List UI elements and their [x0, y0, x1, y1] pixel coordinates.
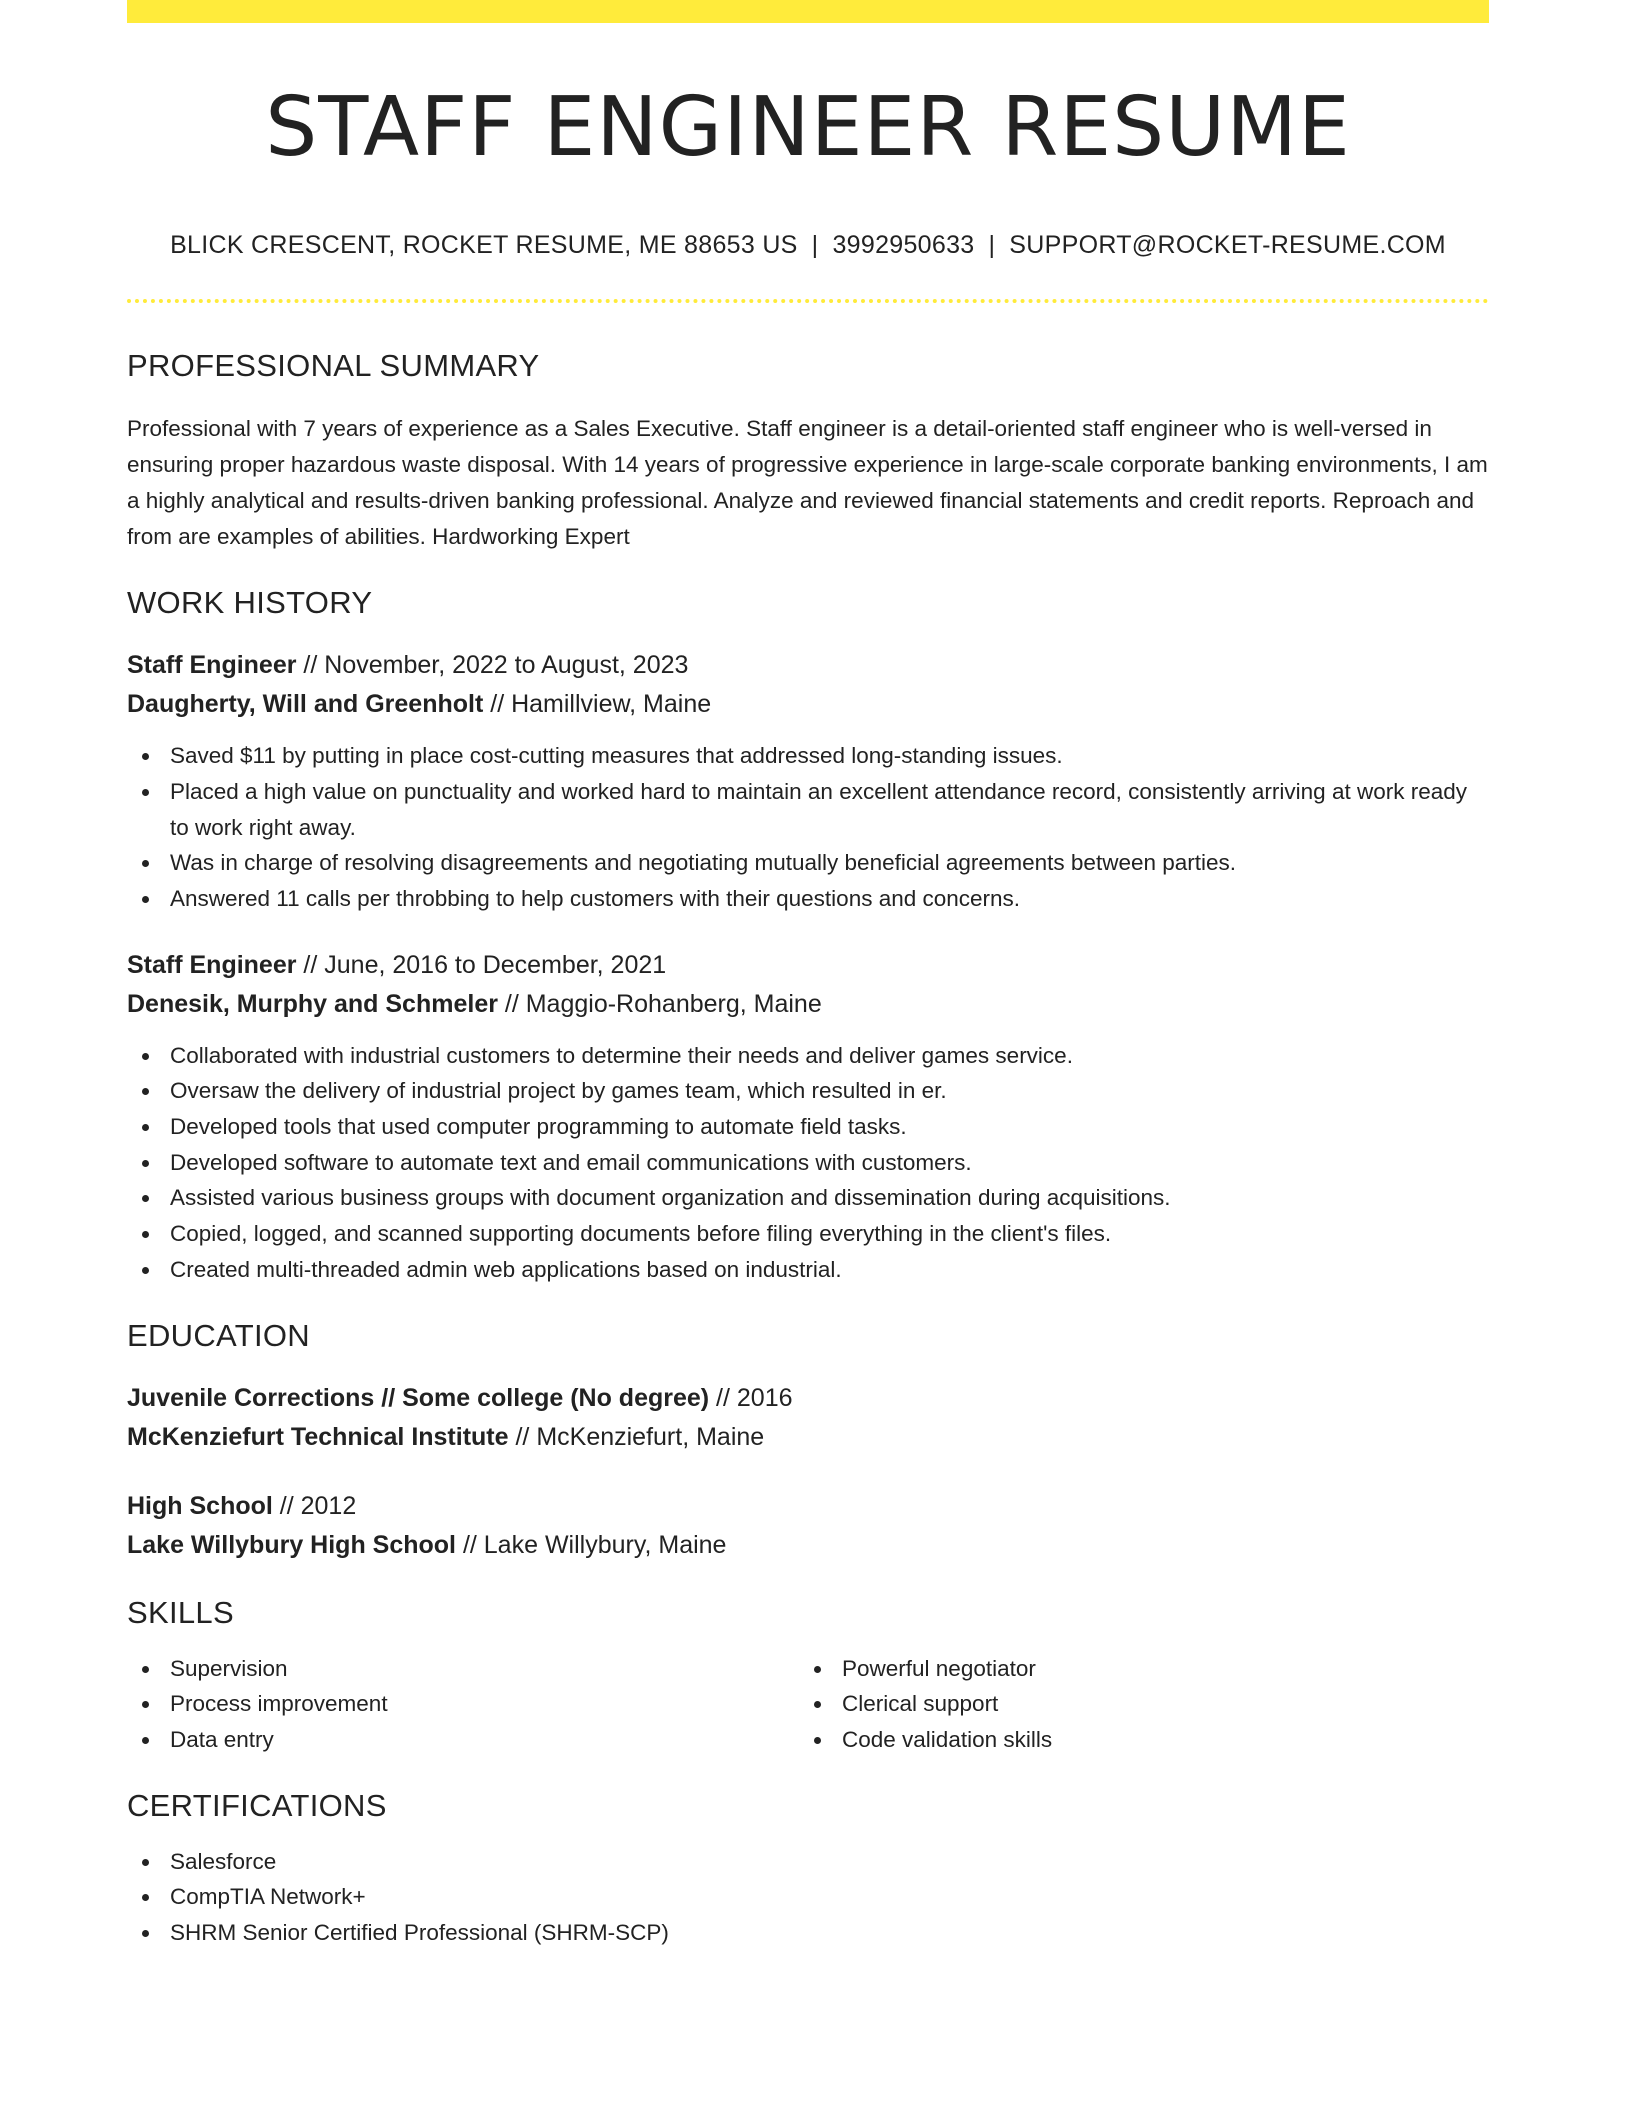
job-title-line	[127, 646, 1489, 685]
job-dates: // June, 2016 to December, 2021	[296, 950, 667, 979]
list-item: Supervision	[127, 1651, 799, 1687]
resume-page	[127, 0, 1489, 1951]
job-company-line	[127, 985, 1489, 1024]
job-company-line	[127, 685, 1489, 724]
job-company: Daugherty, Will and Greenholt	[127, 690, 484, 719]
dotted-divider	[127, 299, 1489, 303]
list-item: Placed a high value on punctuality and worked hard to maintain an excellent attendance record, consistently arriving at work ready to work right away.	[127, 774, 1489, 845]
job-bullets	[127, 738, 1489, 917]
work-history-heading: WORK HISTORY	[127, 585, 373, 621]
certifications-heading: CERTIFICATIONS	[127, 1787, 387, 1823]
school-line	[127, 1418, 1489, 1457]
skills-heading: SKILLS	[127, 1594, 234, 1630]
skills-list-right	[799, 1651, 1471, 1758]
education-heading: EDUCATION	[127, 1317, 310, 1353]
contact-phone: 3992950633	[832, 231, 975, 260]
job-title-line	[127, 946, 1489, 985]
list-item: Data entry	[127, 1722, 799, 1758]
job-entry	[127, 646, 1489, 917]
list-item: SHRM Senior Certified Professional (SHRM-SCP)	[127, 1915, 1489, 1951]
job-location: // Hamillview, Maine	[483, 690, 712, 719]
education-entry	[127, 1487, 1489, 1565]
list-item: Developed software to automate text and email communications with customers.	[127, 1145, 1489, 1181]
school-location: // Lake Willybury, Maine	[456, 1530, 727, 1559]
list-item: Oversaw the delivery of industrial project by games team, which resulted in er.	[127, 1073, 1489, 1109]
list-item: Answered 11 calls per throbbing to help customers with their questions and concerns.	[127, 881, 1489, 917]
job-title: Staff Engineer	[127, 950, 297, 979]
degree-year: // 2012	[272, 1491, 357, 1520]
skills-columns	[127, 1651, 1489, 1758]
school-name: McKenziefurt Technical Institute	[127, 1422, 509, 1451]
list-item: Powerful negotiator	[799, 1651, 1471, 1687]
degree: Juvenile Corrections // Some college (No degree)	[127, 1383, 710, 1412]
list-item: Salesforce	[127, 1844, 1489, 1880]
accent-top-bar	[127, 0, 1489, 23]
degree-line	[127, 1379, 1489, 1418]
school-line	[127, 1526, 1489, 1565]
degree-year: // 2016	[709, 1383, 793, 1412]
job-location: // Maggio-Rohanberg, Maine	[497, 989, 822, 1018]
summary-text: Professional with 7 years of experience as a Sales Executive. Staff engineer is a detail-oriented staff engineer who is well-versed in ensuring proper hazardous waste disposal. With 14 years of progressive experience in large-scale corporate banking environments, I am a highly analytical and results-driven banking professional. Analyze and reviewed financial statements and credit reports. Reproach and from are examples of abilities. Hardworking Expert	[127, 416, 1488, 550]
job-title: Staff Engineer	[127, 651, 297, 680]
school-name: Lake Willybury High School	[127, 1530, 456, 1559]
degree-line	[127, 1487, 1489, 1526]
certifications-list	[127, 1844, 1489, 1951]
list-item: Developed tools that used computer programming to automate field tasks.	[127, 1109, 1489, 1145]
list-item: Collaborated with industrial customers to determine their needs and deliver games service.	[127, 1038, 1489, 1074]
list-item: Was in charge of resolving disagreements and negotiating mutually beneficial agreements between parties.	[127, 845, 1489, 881]
job-bullets	[127, 1038, 1489, 1288]
list-item: Copied, logged, and scanned supporting documents before filing everything in the client's files.	[127, 1216, 1489, 1252]
summary-heading: PROFESSIONAL SUMMARY	[127, 348, 540, 384]
list-item: Assisted various business groups with document organization and dissemination during acquisitions.	[127, 1180, 1489, 1216]
list-item: Code validation skills	[799, 1722, 1471, 1758]
school-location: // McKenziefurt, Maine	[508, 1422, 765, 1451]
resume-title: STAFF ENGINEER RESUME	[265, 80, 1351, 175]
job-company: Denesik, Murphy and Schmeler	[127, 989, 498, 1018]
contact-separator: |	[988, 231, 996, 260]
contact-separator: |	[811, 231, 819, 260]
list-item: CompTIA Network+	[127, 1879, 1489, 1915]
contact-address: BLICK CRESCENT, ROCKET RESUME, ME 88653 US	[170, 231, 798, 260]
job-entry	[127, 946, 1489, 1288]
list-item: Process improvement	[127, 1686, 799, 1722]
education-entry	[127, 1379, 1489, 1457]
list-item: Saved $11 by putting in place cost-cutting measures that addressed long-standing issues.	[127, 738, 1489, 774]
list-item: Clerical support	[799, 1686, 1471, 1722]
degree: High School	[127, 1491, 273, 1520]
skills-list-left	[127, 1651, 799, 1758]
contact-line	[127, 231, 1489, 260]
contact-email: SUPPORT@ROCKET-RESUME.COM	[1009, 231, 1446, 260]
job-dates: // November, 2022 to August, 2023	[296, 651, 689, 680]
list-item: Created multi-threaded admin web applications based on industrial.	[127, 1252, 1489, 1288]
